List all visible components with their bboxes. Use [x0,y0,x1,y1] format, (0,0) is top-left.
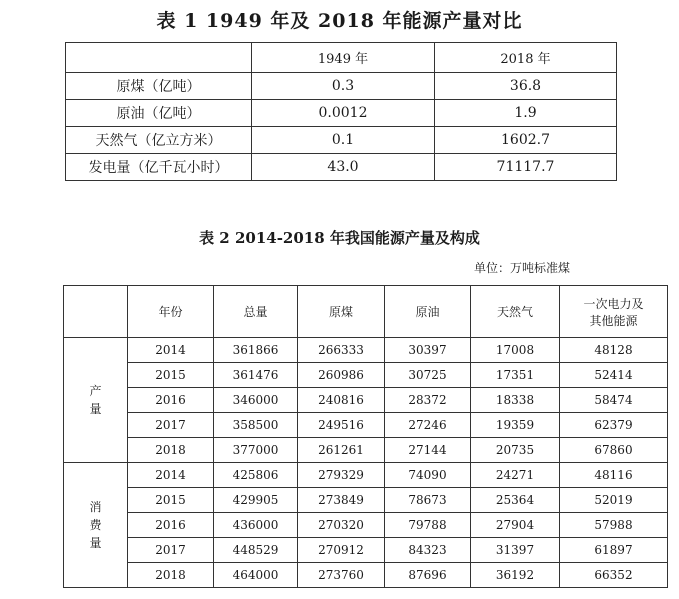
table-cell: 62379 [560,413,668,438]
table-cell: 74090 [385,463,471,488]
table-row [66,100,617,127]
year-cell: 2017 [128,413,214,438]
year-cell: 2016 [128,513,214,538]
table-cell: 52414 [560,363,668,388]
table-cell: 43.0 [252,154,435,181]
table-cell: 429905 [214,488,298,513]
table-cell: 361866 [214,338,298,363]
table-row [64,538,668,563]
table-cell: 24271 [471,463,560,488]
header-cell [64,286,128,338]
table-cell: 78673 [385,488,471,513]
table1-title: 表 1 1949 年及 2018 年能源产量对比 [156,10,523,32]
table-cell: 28372 [385,388,471,413]
table-row [64,413,668,438]
table-cell: 448529 [214,538,298,563]
table-cell: 27144 [385,438,471,463]
table-cell: 67860 [560,438,668,463]
table-cell: 261261 [298,438,385,463]
table-row [64,338,668,363]
table-cell: 17351 [471,363,560,388]
table-cell: 266333 [298,338,385,363]
table-row [64,488,668,513]
row-label: 原煤（亿吨） [66,73,252,100]
year-cell: 2017 [128,538,214,563]
table2 [63,285,668,588]
table-cell: 71117.7 [435,154,617,181]
production-label: 产量 [64,338,128,463]
table-cell: 30397 [385,338,471,363]
table-cell: 464000 [214,563,298,588]
table-cell: 240816 [298,388,385,413]
year-cell: 2018 [128,438,214,463]
year-cell: 2015 [128,488,214,513]
row-label: 原油（亿吨） [66,100,252,127]
header-cell: 天然气 [471,286,560,338]
table-cell: 0.1 [252,127,435,154]
table-cell: 87696 [385,563,471,588]
row-label: 发电量（亿千瓦小时） [66,154,252,181]
table-cell: 27904 [471,513,560,538]
table-cell: 66352 [560,563,668,588]
table-row [64,513,668,538]
header-cell [66,43,252,73]
table-row [66,127,617,154]
table-cell: 61897 [560,538,668,563]
table-cell: 52019 [560,488,668,513]
header-cell: 原油 [385,286,471,338]
table-row [66,154,617,181]
row-label: 天然气（亿立方米） [66,127,252,154]
year-cell: 2016 [128,388,214,413]
table1-header-row [66,43,617,73]
table-row [64,388,668,413]
table2-header-row [64,286,668,338]
table-cell: 19359 [471,413,560,438]
table-cell: 270320 [298,513,385,538]
table-cell: 27246 [385,413,471,438]
consumption-label: 消费量 [64,463,128,588]
table-cell: 1602.7 [435,127,617,154]
table-cell: 260986 [298,363,385,388]
table-cell: 425806 [214,463,298,488]
table-cell: 79788 [385,513,471,538]
table-cell: 84323 [385,538,471,563]
table-cell: 270912 [298,538,385,563]
header-cell: 1949 年 [252,43,435,73]
table-cell: 25364 [471,488,560,513]
table-cell: 57988 [560,513,668,538]
year-cell: 2018 [128,563,214,588]
table-row [64,363,668,388]
table-cell: 358500 [214,413,298,438]
table-cell: 36.8 [435,73,617,100]
header-cell: 原煤 [298,286,385,338]
table-row [64,563,668,588]
table-cell: 17008 [471,338,560,363]
table-cell: 361476 [214,363,298,388]
year-cell: 2015 [128,363,214,388]
year-cell: 2014 [128,463,214,488]
table-cell: 36192 [471,563,560,588]
header-cell: 一次电力及其他能源 [560,286,668,338]
table-cell: 31397 [471,538,560,563]
table-cell: 273760 [298,563,385,588]
table1 [65,42,617,181]
table-cell: 0.0012 [252,100,435,127]
table2-unit: 单位：万吨标准煤 [474,261,571,275]
year-cell: 2014 [128,338,214,363]
table-cell: 30725 [385,363,471,388]
table-cell: 18338 [471,388,560,413]
table-cell: 436000 [214,513,298,538]
header-cell: 总量 [214,286,298,338]
header-cell: 2018 年 [435,43,617,73]
table2-title: 表 2 2014-2018 年我国能源产量及构成 [199,229,480,247]
table-cell: 1.9 [435,100,617,127]
table-cell: 273849 [298,488,385,513]
table-cell: 48128 [560,338,668,363]
table-cell: 58474 [560,388,668,413]
table-row [64,438,668,463]
table-cell: 0.3 [252,73,435,100]
header-cell: 年份 [128,286,214,338]
table-cell: 279329 [298,463,385,488]
table-row [66,73,617,100]
table-cell: 346000 [214,388,298,413]
table-cell: 377000 [214,438,298,463]
table-row [64,463,668,488]
table-cell: 249516 [298,413,385,438]
table-cell: 20735 [471,438,560,463]
consumption-group [64,463,668,588]
table-cell: 48116 [560,463,668,488]
production-group [64,338,668,463]
